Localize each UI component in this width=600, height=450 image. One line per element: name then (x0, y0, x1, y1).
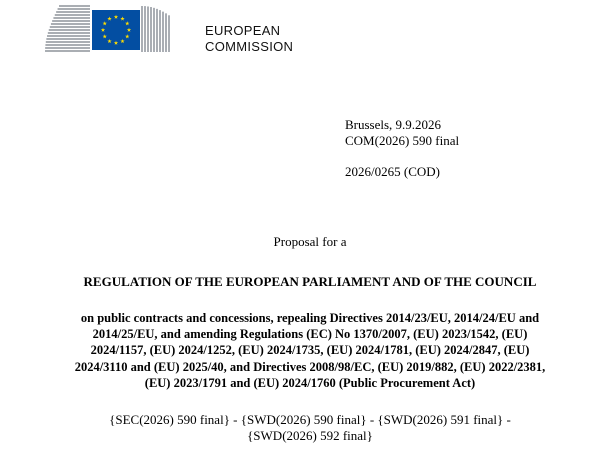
title-text: REGULATION OF THE EUROPEAN PARLIAMENT AND OF THE COUNCIL (83, 274, 537, 289)
related-docs-line: {SEC(2026) 590 final} - {SWD(2026) 590 final} - {SWD(2026) 591 final} - (109, 412, 511, 427)
subject-line: 2024/3110 and (EU) 2025/40, and Directives 2008/98/EC, (EU) 2019/882, (EU) 2022/2381, (74, 359, 546, 374)
related-docs-line: {SWD(2026) 592 final} (247, 428, 373, 443)
organization-name-line-2: COMMISSION (205, 39, 294, 54)
european-commission-logo (45, 4, 175, 54)
com-number: COM(2026) 590 final (345, 133, 460, 148)
intro-text: Proposal for a (273, 234, 347, 249)
reference-block (345, 117, 459, 149)
logo-building-stripes-left (45, 6, 90, 51)
subject-line: (EU) 2023/1791 and (EU) 2024/1760 (Public Procurement Act) (144, 375, 476, 390)
place-date: Brussels, 9.9.2026 (345, 117, 442, 132)
procedure-number: 2026/0265 (COD) (345, 164, 440, 179)
subject-line: 2024/1157, (EU) 2024/1252, (EU) 2024/1735, (EU) 2024/1781, (EU) 2024/2847, (EU) (90, 343, 530, 358)
document-title (20, 274, 600, 290)
logo-building-stripes-right (142, 6, 169, 52)
related-documents (20, 412, 600, 444)
document-intro (20, 234, 600, 250)
subject-line: 2014/25/EU, and amending Regulations (EC) No 1370/2007, (EU) 2023/1542, (EU) (92, 327, 528, 342)
document-subject (20, 310, 600, 391)
subject-line: on public contracts and concessions, repealing Directives 2014/23/EU, 2014/24/EU and (80, 311, 540, 325)
organization-name (205, 23, 293, 55)
organization-name-line-1: EUROPEAN (205, 23, 281, 38)
